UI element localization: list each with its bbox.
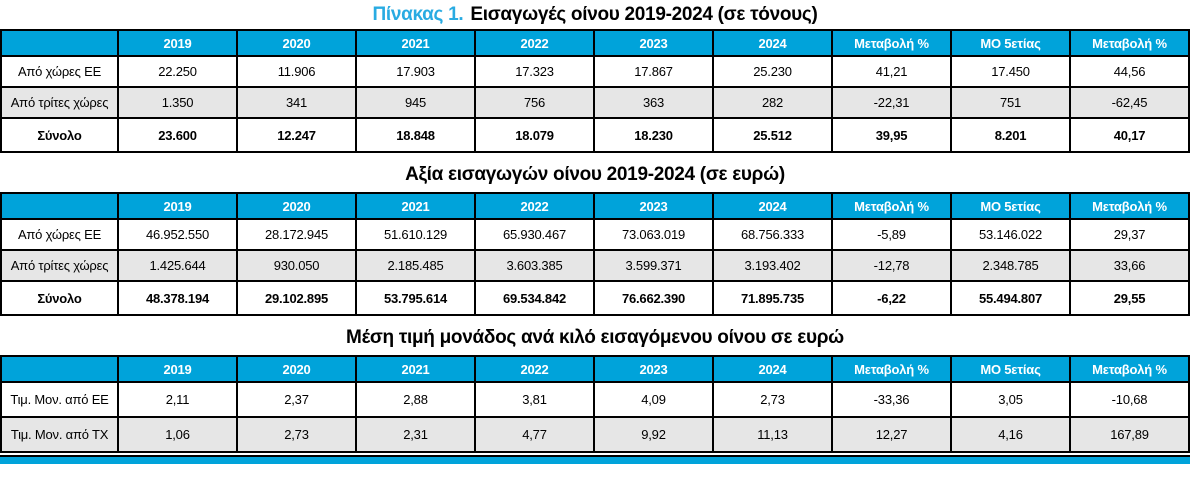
value-cell: 40,17 bbox=[1070, 118, 1189, 152]
value-cell: 2,88 bbox=[356, 382, 475, 417]
value-cell: 33,66 bbox=[1070, 250, 1189, 281]
value-cell: 25.512 bbox=[713, 118, 832, 152]
row-label: Από χώρες ΕΕ bbox=[1, 219, 118, 250]
value-cell: 25.230 bbox=[713, 56, 832, 87]
value-cell: 46.952.550 bbox=[118, 219, 237, 250]
row-label-column-header bbox=[1, 356, 118, 382]
table-header bbox=[1, 30, 1189, 56]
value-cell: 53.146.022 bbox=[951, 219, 1070, 250]
value-cell: 1.350 bbox=[118, 87, 237, 118]
table-row bbox=[1, 118, 1189, 152]
column-header: 2020 bbox=[237, 356, 356, 382]
value-cell: 2,73 bbox=[237, 417, 356, 452]
value-cell: 4,09 bbox=[594, 382, 713, 417]
column-header: 2024 bbox=[713, 193, 832, 219]
table-title-imports-tonnes bbox=[0, 0, 1190, 29]
value-cell: 11.906 bbox=[237, 56, 356, 87]
column-header: 2022 bbox=[475, 30, 594, 56]
table-row bbox=[1, 87, 1189, 118]
table-body bbox=[1, 219, 1189, 315]
value-cell: 53.795.614 bbox=[356, 281, 475, 315]
value-cell: 65.930.467 bbox=[475, 219, 594, 250]
value-cell: 363 bbox=[594, 87, 713, 118]
value-cell: 11,13 bbox=[713, 417, 832, 452]
section-unit-price bbox=[0, 316, 1190, 453]
value-cell: 8.201 bbox=[951, 118, 1070, 152]
value-cell: 73.063.019 bbox=[594, 219, 713, 250]
value-cell: 29,37 bbox=[1070, 219, 1189, 250]
value-cell: 3.193.402 bbox=[713, 250, 832, 281]
column-header: 2022 bbox=[475, 356, 594, 382]
value-cell: 17.867 bbox=[594, 56, 713, 87]
row-label: Τιμ. Μον. από ΤΧ bbox=[1, 417, 118, 452]
value-cell: 29,55 bbox=[1070, 281, 1189, 315]
imports-tonnes-table bbox=[0, 29, 1190, 153]
value-cell: 22.250 bbox=[118, 56, 237, 87]
value-cell: -5,89 bbox=[832, 219, 951, 250]
value-cell: 2.185.485 bbox=[356, 250, 475, 281]
value-cell: 9,92 bbox=[594, 417, 713, 452]
value-cell: -33,36 bbox=[832, 382, 951, 417]
column-header: 2019 bbox=[118, 30, 237, 56]
value-cell: -6,22 bbox=[832, 281, 951, 315]
table-title-imports-value bbox=[0, 153, 1190, 192]
table-title-text: Μέση τιμή μονάδος ανά κιλό εισαγόμενου οίνου σε ευρώ bbox=[346, 327, 844, 348]
table-row bbox=[1, 417, 1189, 452]
header-row bbox=[1, 356, 1189, 382]
column-header: Μεταβολή % bbox=[1070, 193, 1189, 219]
value-cell: 12,27 bbox=[832, 417, 951, 452]
column-header: Μεταβολή % bbox=[1070, 356, 1189, 382]
column-header: 2023 bbox=[594, 30, 713, 56]
column-header: Μεταβολή % bbox=[1070, 30, 1189, 56]
value-cell: 341 bbox=[237, 87, 356, 118]
value-cell: 55.494.807 bbox=[951, 281, 1070, 315]
table-body bbox=[1, 56, 1189, 152]
value-cell: 12.247 bbox=[237, 118, 356, 152]
imports-value-table bbox=[0, 192, 1190, 316]
value-cell: 756 bbox=[475, 87, 594, 118]
table-header bbox=[1, 193, 1189, 219]
value-cell: 2,37 bbox=[237, 382, 356, 417]
value-cell: 2.348.785 bbox=[951, 250, 1070, 281]
row-label: Σύνολο bbox=[1, 281, 118, 315]
value-cell: 4,77 bbox=[475, 417, 594, 452]
column-header: 2019 bbox=[118, 356, 237, 382]
column-header: 2019 bbox=[118, 193, 237, 219]
value-cell: 3.599.371 bbox=[594, 250, 713, 281]
value-cell: 44,56 bbox=[1070, 56, 1189, 87]
column-header: 2021 bbox=[356, 193, 475, 219]
value-cell: -10,68 bbox=[1070, 382, 1189, 417]
column-header: 2020 bbox=[237, 30, 356, 56]
column-header: 2024 bbox=[713, 30, 832, 56]
column-header: 2023 bbox=[594, 356, 713, 382]
row-label: Σύνολο bbox=[1, 118, 118, 152]
value-cell: -62,45 bbox=[1070, 87, 1189, 118]
value-cell: 2,73 bbox=[713, 382, 832, 417]
value-cell: 167,89 bbox=[1070, 417, 1189, 452]
value-cell: 1,06 bbox=[118, 417, 237, 452]
column-header: Μεταβολή % bbox=[832, 193, 951, 219]
table-row bbox=[1, 281, 1189, 315]
value-cell: 76.662.390 bbox=[594, 281, 713, 315]
value-cell: 18.230 bbox=[594, 118, 713, 152]
value-cell: 28.172.945 bbox=[237, 219, 356, 250]
value-cell: 282 bbox=[713, 87, 832, 118]
value-cell: 69.534.842 bbox=[475, 281, 594, 315]
value-cell: 1.425.644 bbox=[118, 250, 237, 281]
value-cell: 68.756.333 bbox=[713, 219, 832, 250]
value-cell: 751 bbox=[951, 87, 1070, 118]
next-table-header-partial bbox=[0, 455, 1190, 464]
header-row bbox=[1, 30, 1189, 56]
table-title-text: Αξία εισαγωγών οίνου 2019-2024 (σε ευρώ) bbox=[405, 164, 785, 185]
table-row bbox=[1, 219, 1189, 250]
value-cell: 41,21 bbox=[832, 56, 951, 87]
value-cell: 3,81 bbox=[475, 382, 594, 417]
value-cell: -12,78 bbox=[832, 250, 951, 281]
section-imports-tonnes bbox=[0, 0, 1190, 153]
value-cell: 18.848 bbox=[356, 118, 475, 152]
value-cell: 4,16 bbox=[951, 417, 1070, 452]
unit-price-table bbox=[0, 355, 1190, 453]
column-header: 2020 bbox=[237, 193, 356, 219]
column-header: Μεταβολή % bbox=[832, 356, 951, 382]
column-header: 2021 bbox=[356, 356, 475, 382]
value-cell: 39,95 bbox=[832, 118, 951, 152]
table-body bbox=[1, 382, 1189, 452]
value-cell: 51.610.129 bbox=[356, 219, 475, 250]
value-cell: 18.079 bbox=[475, 118, 594, 152]
column-header: Μεταβολή % bbox=[832, 30, 951, 56]
value-cell: 71.895.735 bbox=[713, 281, 832, 315]
table-row bbox=[1, 382, 1189, 417]
column-header: ΜΟ 5ετίας bbox=[951, 30, 1070, 56]
table-title-text: Εισαγωγές οίνου 2019-2024 (σε τόνους) bbox=[470, 4, 818, 25]
value-cell: 48.378.194 bbox=[118, 281, 237, 315]
section-imports-value bbox=[0, 153, 1190, 316]
value-cell: 2,31 bbox=[356, 417, 475, 452]
row-label: Από τρίτες χώρες bbox=[1, 250, 118, 281]
row-label: Από χώρες ΕΕ bbox=[1, 56, 118, 87]
value-cell: 2,11 bbox=[118, 382, 237, 417]
value-cell: 945 bbox=[356, 87, 475, 118]
column-header: 2021 bbox=[356, 30, 475, 56]
column-header: 2022 bbox=[475, 193, 594, 219]
row-label-column-header bbox=[1, 193, 118, 219]
table-row bbox=[1, 250, 1189, 281]
value-cell: -22,31 bbox=[832, 87, 951, 118]
table-row bbox=[1, 56, 1189, 87]
table-number-label: Πίνακας 1. bbox=[372, 4, 464, 25]
table-header bbox=[1, 356, 1189, 382]
value-cell: 17.903 bbox=[356, 56, 475, 87]
column-header: 2024 bbox=[713, 356, 832, 382]
row-label-column-header bbox=[1, 30, 118, 56]
value-cell: 17.323 bbox=[475, 56, 594, 87]
value-cell: 3,05 bbox=[951, 382, 1070, 417]
column-header: ΜΟ 5ετίας bbox=[951, 193, 1070, 219]
value-cell: 17.450 bbox=[951, 56, 1070, 87]
value-cell: 29.102.895 bbox=[237, 281, 356, 315]
value-cell: 23.600 bbox=[118, 118, 237, 152]
table-title-unit-price bbox=[0, 316, 1190, 355]
value-cell: 3.603.385 bbox=[475, 250, 594, 281]
header-row bbox=[1, 193, 1189, 219]
row-label: Τιμ. Μον. από ΕΕ bbox=[1, 382, 118, 417]
value-cell: 930.050 bbox=[237, 250, 356, 281]
column-header: 2023 bbox=[594, 193, 713, 219]
row-label: Από τρίτες χώρες bbox=[1, 87, 118, 118]
column-header: ΜΟ 5ετίας bbox=[951, 356, 1070, 382]
